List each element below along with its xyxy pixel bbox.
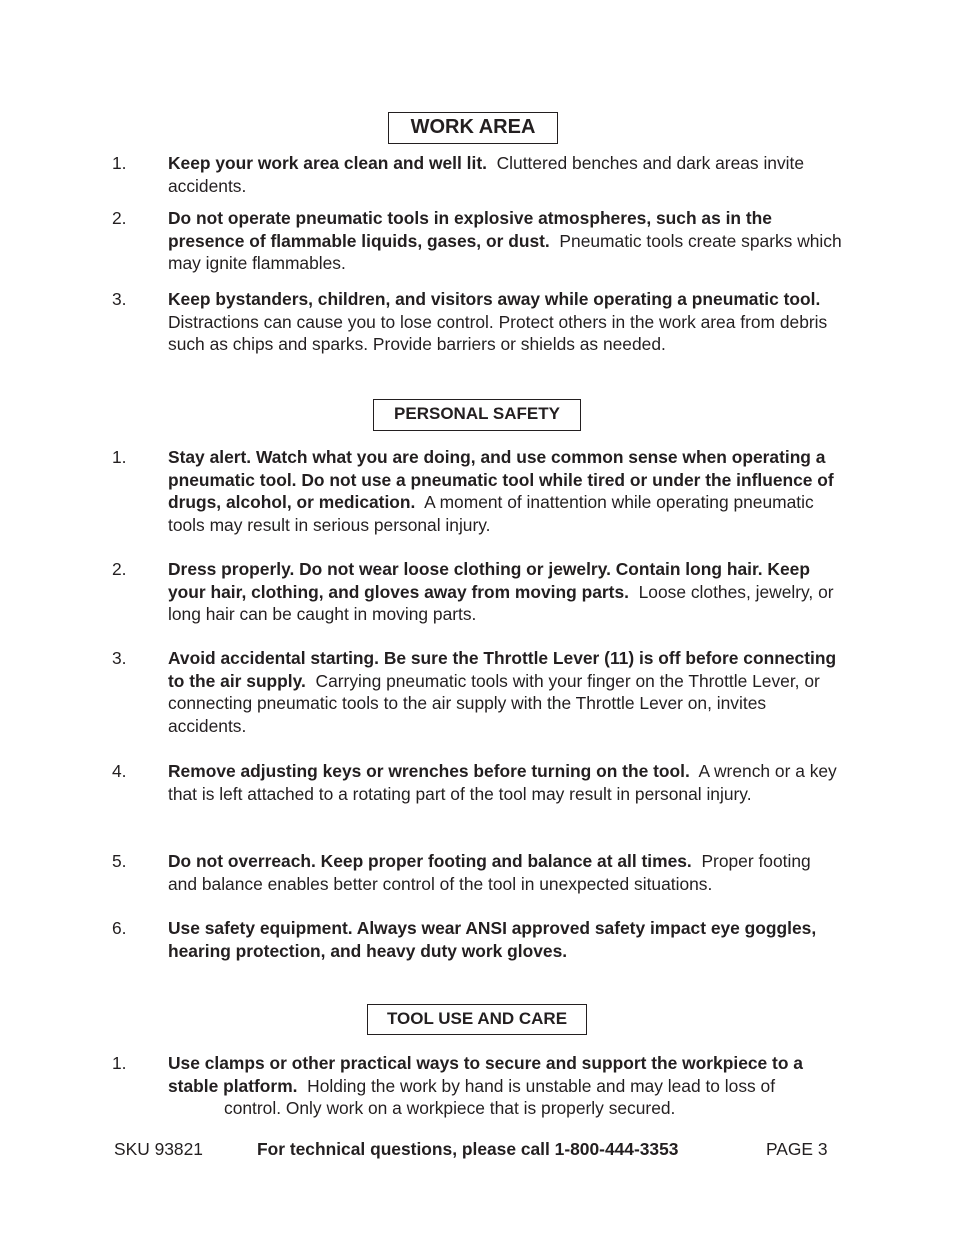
list-item xyxy=(112,288,842,356)
item-bold-text: Keep your work area clean and well lit. xyxy=(168,153,487,173)
item-text: Proper footing and balance enables better control of the tool in unexpected situations. xyxy=(168,851,811,894)
list-item xyxy=(112,446,842,536)
item-number: 1. xyxy=(112,447,127,467)
item-text: Carrying pneumatic tools with your finger on the Throttle Lever, or connecting pneumatic tools to the air supply with the Throttle Lever on, invites accidents. xyxy=(168,670,820,736)
item-text: Distractions can cause you to lose control. Protect others in the work area from debris such as chips and sparks. Provide barriers or shields as needed. xyxy=(168,311,828,355)
item-text: A moment of inattention while operating pneumatic tools may result in serious personal injury. xyxy=(168,492,814,535)
list-item xyxy=(112,760,842,805)
list-item xyxy=(112,850,842,895)
list-item xyxy=(112,647,842,737)
item-text: Loose clothes, jewelry, or long hair can be caught in moving parts. xyxy=(168,581,834,625)
item-number: 2. xyxy=(112,208,127,228)
footer-sku: SKU 93821 xyxy=(114,1139,203,1159)
list-item xyxy=(112,1052,842,1120)
item-bold-text: Dress properly. Do not wear loose clothing or jewelry. Contain long hair. Keep your hair, clothing, and gloves away from moving parts. xyxy=(168,559,810,602)
item-bold-text: Stay alert. Watch what you are doing, and use common sense when operating a pneumatic tool. Do not use a pneumatic tool while tired or under the influence of drugs, alcohol, or medication. xyxy=(168,447,834,513)
item-bold-text: Avoid accidental starting. Be sure the Throttle Lever (11) is off before connecting to the air supply. xyxy=(168,648,837,691)
list-item xyxy=(112,207,842,275)
item-number: 4. xyxy=(112,761,127,781)
item-number: 1. xyxy=(112,153,127,173)
item-number: 1. xyxy=(112,1053,127,1073)
item-text: Holding the work by hand is unstable and may lead to loss of xyxy=(307,1075,776,1096)
item-text-continued: control. Only work on a workpiece that is properly secured. xyxy=(224,1098,676,1119)
section-heading-work-area: WORK AREA xyxy=(388,112,558,144)
item-text: Cluttered benches and dark areas invite accidents. xyxy=(168,153,805,196)
item-bold-text: Use clamps or other practical ways to secure and support the workpiece to a stable platform. xyxy=(168,1053,803,1096)
item-number: 3. xyxy=(112,648,127,668)
item-text: Pneumatic tools create sparks which may ignite flammables. xyxy=(168,230,842,274)
footer-tech-support: For technical questions, please call 1-800-444-3353 xyxy=(257,1139,679,1159)
item-text: A wrench or a key that is left attached to a rotating part of the tool may result in personal injury. xyxy=(168,761,837,804)
list-item xyxy=(112,152,842,197)
footer-page-number: PAGE 3 xyxy=(766,1139,828,1159)
list-item xyxy=(112,917,842,962)
item-bold-text: Do not overreach. Keep proper footing and balance at all times. xyxy=(168,851,692,871)
item-number: 3. xyxy=(112,289,127,309)
item-bold-text: Use safety equipment. Always wear ANSI approved safety impact eye goggles, hearing protection, and heavy duty work gloves. xyxy=(168,918,817,961)
item-bold-text: Do not operate pneumatic tools in explosive atmospheres, such as in the presence of flammable liquids, gases, or dust. xyxy=(168,208,772,251)
section-heading-tool-use: TOOL USE AND CARE xyxy=(367,1004,587,1035)
list-item xyxy=(112,558,842,626)
item-bold-text: Remove adjusting keys or wrenches before turning on the tool. xyxy=(168,761,690,781)
item-bold-text: Keep bystanders, children, and visitors away while operating a pneumatic tool. xyxy=(168,289,821,309)
item-number: 2. xyxy=(112,559,127,579)
section-heading-personal-safety: PERSONAL SAFETY xyxy=(373,399,581,431)
item-number: 5. xyxy=(112,851,127,871)
item-number: 6. xyxy=(112,918,127,938)
